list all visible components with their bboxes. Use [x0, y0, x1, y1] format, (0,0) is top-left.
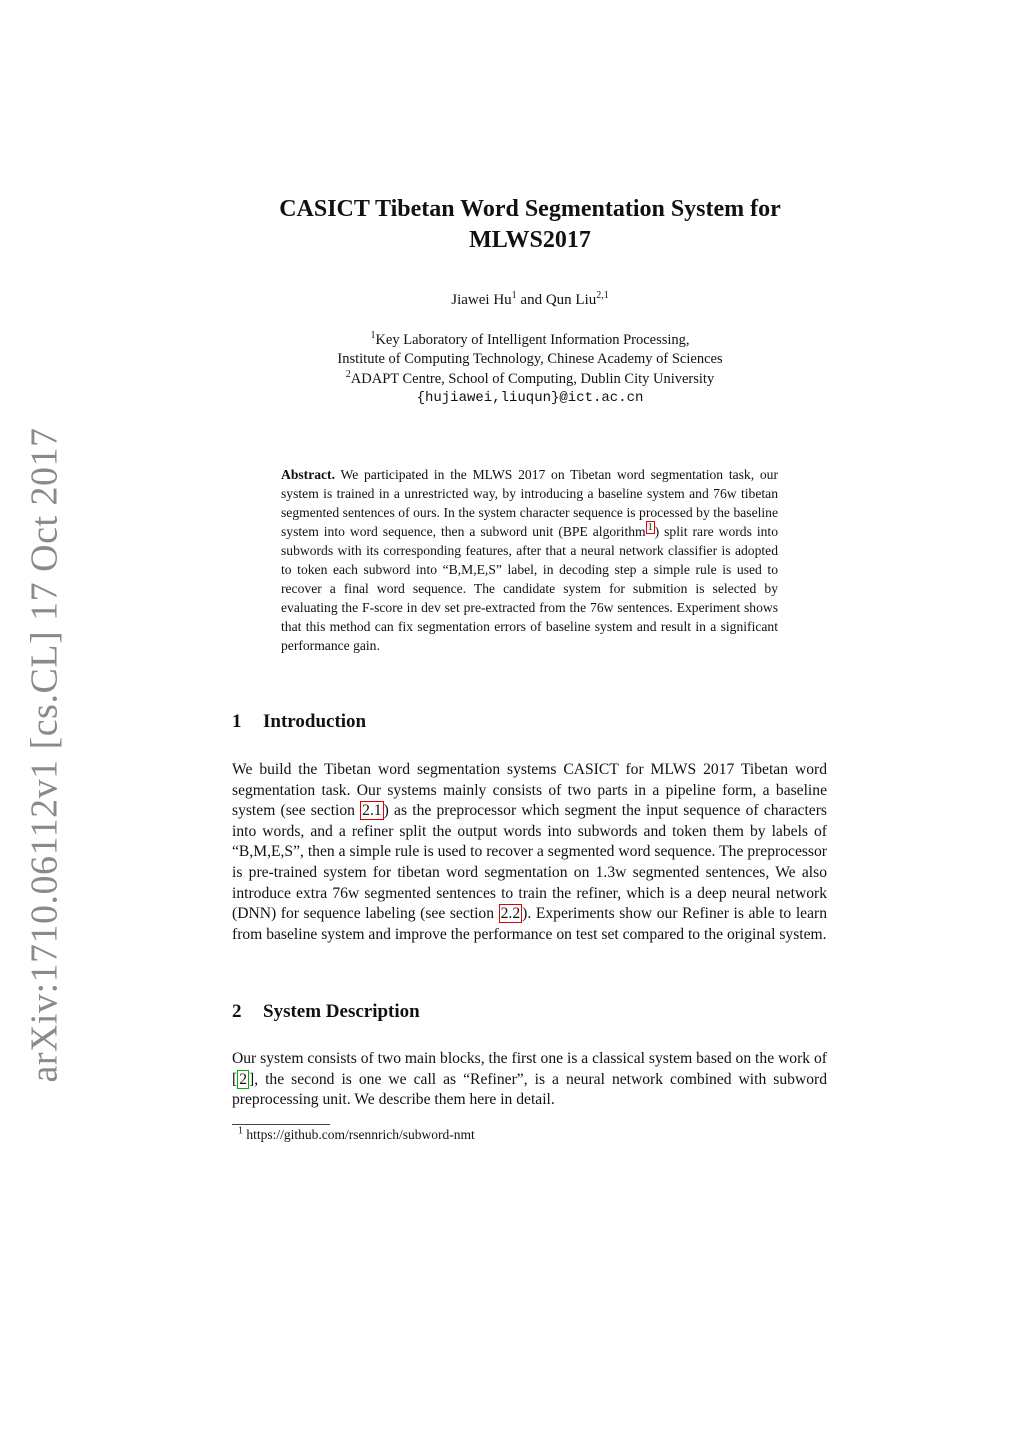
title-line-1: CASICT Tibetan Word Segmentation System for [279, 196, 781, 222]
affiliation-1a: $^1$Key Laboratory of Intelligent Information Processing, [370, 330, 690, 348]
author-2-affil: 2,1 [596, 290, 609, 301]
section-1-number: 1 [232, 711, 242, 732]
title-line-2: MLWS2017 [469, 227, 591, 253]
system-description-paragraph: Our system consists of two main blocks, the first one is a classical system based on the work of [ 2 ], the second is one we call as “Refiner”, is a neural network combined with subword preprocessing unit. We describe them here in detail. [232, 1050, 827, 1109]
section-1-title: Introduction [263, 711, 367, 732]
email: {hujiawei,liuqun}@ict.ac.cn [416, 389, 644, 406]
author-1: Jiawei Hu [451, 292, 512, 308]
affiliation-2-mark: 2 [345, 368, 351, 380]
section-2-2-link[interactable]: 2.2 [500, 905, 521, 923]
abstract-text-1: We participated in the MLWS 2017 on Tibetan word segmentation task, our system is trained in a unrestricted way, by introducing a baseline system and 76w tibetan segmented sentences of ours. In the system character sequence is processed by the baseline system into word sequence, then a subword unit (BPE algorithm [281, 467, 778, 539]
abstract [281, 465, 778, 655]
arxiv-sidebar [18, 427, 72, 1083]
footnote-link[interactable]: 1 [647, 522, 653, 534]
author-list [230, 292, 830, 309]
footnote [238, 1127, 475, 1143]
footnote-mark: 1 [238, 1125, 243, 1137]
author-2: Qun Liu [545, 292, 597, 308]
section-2-heading [232, 1001, 420, 1023]
affiliation-2: $^2$ADAPT Centre, School of Computing, Dublin City University [345, 368, 715, 387]
footnote-url[interactable]: https://github.com/rsennrich/subword-nmt [246, 1127, 475, 1142]
paper-title [230, 194, 830, 256]
abstract-text-2: ) split rare words into subwords with its corresponding features, after that a neural network classifier is adopted to token each subword into “B,M,E,S” label, in decoding step a simple rule is used to recover a final word sequence. The candidate system for submition is selected by evaluating the F-score in dev set pre-extracted from the 76w sentences. Experiment shows that this method can fix segmentation errors of baseline system and result in a significant performance gain. [281, 524, 778, 653]
affiliations [230, 331, 830, 408]
section-2-1-link[interactable]: 2.1 [362, 802, 382, 820]
arxiv-identifier: arXiv:1710.06112v1 [cs.CL] 17 Oct 2017 [24, 427, 66, 1083]
abstract-label: Abstract. [281, 467, 335, 482]
section-2-title: System Description [263, 1001, 420, 1022]
section-2-number: 2 [232, 1001, 242, 1022]
author-conjunction: and [516, 292, 546, 308]
footnote-rule [232, 1124, 330, 1125]
introduction-paragraph: We build the Tibetan word segmentation systems CASICT for MLWS 2017 Tibetan word segmentation task. Our systems mainly consists of two parts in a pipeline form, a baseline system (see section 2.1 ) as the preprocessor which segment the input sequence of characters into words, and a refiner split the output words into subwords and token them by labels of “B,M,E,S”, then a simple rule is used to recover a segmented word sequence. The preprocessor is pre-trained system for tibetan word segmentation on 1.3w segmented sentences, We also introduce extra 76w segmented sentences to train the refiner, which is a deep neural network (DNN) for sequence labeling (see section 2.2 ). Experiments show our Refiner is able to learn from baseline system and improve the performance on test set compared to the original system. [232, 761, 827, 943]
author-1-affil: 1 [511, 290, 517, 301]
citation-2-link[interactable]: 2 [239, 1070, 247, 1088]
affiliation-1-mark: 1 [370, 330, 376, 342]
affiliation-1b: Institute of Computing Technology, Chinese Academy of Sciences [337, 351, 723, 368]
section-1-heading [232, 711, 366, 733]
